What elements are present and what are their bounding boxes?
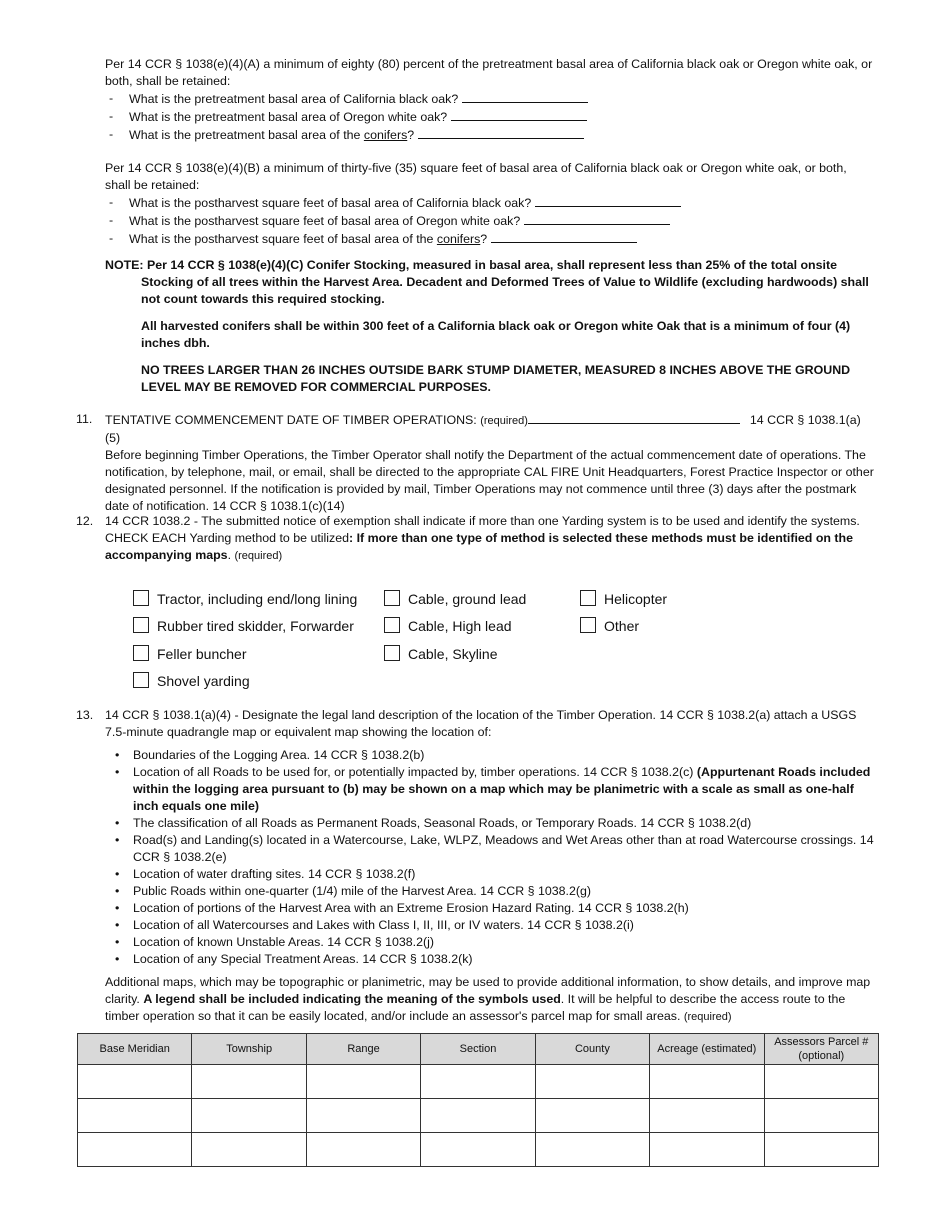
checkbox-other[interactable]: Other (580, 617, 639, 635)
postharvest-section (105, 160, 875, 248)
column-header: Section (421, 1034, 535, 1065)
table-cell[interactable] (421, 1065, 535, 1099)
table-row (78, 1065, 879, 1099)
yarding-intro: 14 CCR 1038.2 - The submitted notice of exemption shall indicate if more than one Yarding system is to be used and identify the systems. (105, 514, 860, 528)
column-header: County (535, 1034, 649, 1065)
pretreatment-questions (101, 90, 875, 144)
postharvest-questions (101, 194, 875, 248)
table-header-row (78, 1034, 879, 1065)
list-item: • Boundaries of the Logging Area. 14 CCR § 1038.2(b) (105, 747, 875, 764)
checkbox[interactable] (133, 617, 149, 633)
checkbox[interactable] (384, 590, 400, 606)
table-cell[interactable] (764, 1133, 878, 1167)
conifer-postharvest-field[interactable] (491, 230, 637, 243)
column-header: Range (306, 1034, 420, 1065)
checkbox[interactable] (133, 645, 149, 661)
list-item: • Location of water drafting sites. 14 CCR § 1038.2(f) (105, 866, 875, 883)
table-cell[interactable] (535, 1099, 649, 1133)
checkbox[interactable] (384, 617, 400, 633)
checkbox-tractor[interactable]: Tractor, including end/long lining (133, 590, 357, 608)
table-cell[interactable] (78, 1065, 192, 1099)
commencement-title-line: TENTATIVE COMMENCEMENT DATE OF TIMBER OPERATIONS: (required) 14 CCR § 1038.1(a)(5) (105, 413, 861, 445)
note-block (105, 257, 875, 396)
column-header: Township (192, 1034, 306, 1065)
table-cell[interactable] (650, 1133, 764, 1167)
conifer-pretreatment-field[interactable] (418, 126, 584, 139)
list-item: • Location of known Unstable Areas. 14 CCR § 1038.2(j) (105, 934, 875, 951)
commencement-date-field[interactable] (528, 411, 740, 424)
yarding-instructions: CHECK EACH Yarding method to be utilized: If more than one type of method is selected these methods must be identified on the accompanying maps. (required) (105, 531, 853, 562)
item-number: 11. (76, 412, 93, 426)
checkbox-cable-high-lead[interactable]: Cable, High lead (384, 617, 512, 635)
note-paragraph: All harvested conifers shall be within 300 feet of a California black oak or Oregon white Oak that is a minimum of four (4) inches dbh. (141, 319, 851, 350)
table-cell[interactable] (764, 1065, 878, 1099)
table-cell[interactable] (192, 1099, 306, 1133)
checkbox[interactable] (133, 590, 149, 606)
map-intro: 14 CCR § 1038.1(a)(4) - Designate the legal land description of the location of the Timber Operation. 14 CCR § 1038.2(a) attach a USGS 7.5-minute quadrangle map or equivalent map showing the location of: (105, 708, 857, 739)
table-cell[interactable] (192, 1133, 306, 1167)
table-row (78, 1133, 879, 1167)
table-cell[interactable] (764, 1099, 878, 1133)
black-oak-pretreatment-field[interactable] (462, 90, 588, 103)
checkbox-cable-ground-lead[interactable]: Cable, ground lead (384, 590, 526, 608)
table-cell[interactable] (421, 1133, 535, 1167)
list-item: - What is the pretreatment basal area of Oregon white oak? (101, 108, 875, 126)
checkbox-feller-buncher[interactable]: Feller buncher (133, 645, 247, 663)
list-item: - What is the pretreatment basal area of the conifers? (101, 126, 875, 144)
white-oak-pretreatment-field[interactable] (451, 108, 587, 121)
list-item: - What is the postharvest square feet of basal area of the conifers? (101, 230, 875, 248)
item-number: 13. (76, 708, 94, 722)
item-12 (105, 513, 875, 565)
list-item: • Location of all Roads to be used for, or potentially impacted by, timber operations. 14 CCR § 1038.2(c) (Appurtenant Roads included within the logging area pursuant to (b) may be shown on a map which may be planimetric with a scale as small as one-half inch equals one mile) (105, 764, 875, 815)
table-cell[interactable] (78, 1133, 192, 1167)
note-paragraph: NOTE: Per 14 CCR § 1038(e)(4)(C) Conifer Stocking, measured in basal area, shall represent less than 25% of the total onsite Stocking of all trees within the Harvest Area. Decadent and Deformed Trees of Value to Wildlife (excluding hardwoods) shall not count towards this required stocking. (105, 258, 869, 306)
list-item: - What is the postharvest square feet of basal area of Oregon white oak? (101, 212, 875, 230)
table-cell[interactable] (535, 1065, 649, 1099)
column-header: Base Meridian (78, 1034, 192, 1065)
white-oak-postharvest-field[interactable] (524, 212, 670, 225)
checkbox-cable-skyline[interactable]: Cable, Skyline (384, 645, 498, 663)
table-cell[interactable] (306, 1065, 420, 1099)
table-cell[interactable] (306, 1099, 420, 1133)
commencement-body: Before beginning Timber Operations, the Timber Operator shall notify the Department of the actual commencement date of operations. The notification, by telephone, mail, or email, shall be directed to the appropriate CAL FIRE Unit Headquarters, Forest Practice Inspector or other designated personnel. If the notification is provided by mail, Timber Operations may not commence until three (3) days after the postmark date of notification. 14 CCR § 1038.1(c)(14) (105, 448, 874, 513)
basal-area-intro: Per 14 CCR § 1038(e)(4)(A) a minimum of eighty (80) percent of the pretreatment basal area of California black oak or Oregon white oak, or both, shall be retained: (105, 57, 873, 88)
checkbox[interactable] (580, 617, 596, 633)
postharvest-intro: Per 14 CCR § 1038(e)(4)(B) a minimum of thirty-five (35) square feet of basal area of California black oak or Oregon white oak, or both, shall be retained: (105, 161, 847, 192)
item-number: 12. (76, 514, 94, 528)
table-cell[interactable] (650, 1065, 764, 1099)
column-header: Acreage (estimated) (650, 1034, 764, 1065)
list-item: • Location of any Special Treatment Areas. 14 CCR § 1038.2(k) (105, 951, 875, 968)
note-paragraph: NO TREES LARGER THAN 26 INCHES OUTSIDE BARK STUMP DIAMETER, MEASURED 8 INCHES ABOVE THE GROUND LEVEL MAY BE REMOVED FOR COMMERCIAL PURPOSES. (141, 363, 851, 394)
checkbox[interactable] (384, 645, 400, 661)
table-cell[interactable] (78, 1099, 192, 1133)
table-row (78, 1099, 879, 1133)
checkbox[interactable] (133, 672, 149, 688)
checkbox-helicopter[interactable]: Helicopter (580, 590, 667, 608)
map-requirements-list (105, 747, 875, 968)
list-item: • Location of all Watercourses and Lakes with Class I, II, III, or IV waters. 14 CCR § 1038.2(i) (105, 917, 875, 934)
legal-description-table (77, 1033, 879, 1167)
checkbox[interactable] (580, 590, 596, 606)
item-11 (105, 411, 875, 515)
table-cell[interactable] (535, 1133, 649, 1167)
list-item: • The classification of all Roads as Permanent Roads, Seasonal Roads, or Temporary Roads. 14 CCR § 1038.2(d) (105, 815, 875, 832)
table-cell[interactable] (650, 1099, 764, 1133)
checkbox-rubber-tired-skidder[interactable]: Rubber tired skidder, Forwarder (133, 617, 354, 635)
table-cell[interactable] (421, 1099, 535, 1133)
column-header: Assessors Parcel # (optional) (764, 1034, 878, 1065)
basal-area-section (105, 56, 875, 144)
checkbox-shovel-yarding[interactable]: Shovel yarding (133, 672, 250, 690)
additional-maps-note: Additional maps, which may be topographic or planimetric, may be used to provide additional information, to show details, and improve map clarity. A legend shall be included indicating the meaning of the symbols used. It will be helpful to describe the access route to the timber operation so that it can be easily located, and/or include an assessor's parcel map for small areas. (required) (105, 975, 871, 1023)
black-oak-postharvest-field[interactable] (535, 194, 681, 207)
table-cell[interactable] (306, 1133, 420, 1167)
list-item: - What is the pretreatment basal area of California black oak? (101, 90, 875, 108)
table-cell[interactable] (192, 1065, 306, 1099)
list-item: - What is the postharvest square feet of basal area of California black oak? (101, 194, 875, 212)
list-item: • Road(s) and Landing(s) located in a Watercourse, Lake, WLPZ, Meadows and Wet Areas other than at road Watercourse crossings. 14 CCR § 1038.2(e) (105, 832, 875, 866)
list-item: • Location of portions of the Harvest Area with an Extreme Erosion Hazard Rating. 14 CCR § 1038.2(h) (105, 900, 875, 917)
list-item: • Public Roads within one-quarter (1/4) mile of the Harvest Area. 14 CCR § 1038.2(g) (105, 883, 875, 900)
item-13 (105, 707, 875, 1026)
